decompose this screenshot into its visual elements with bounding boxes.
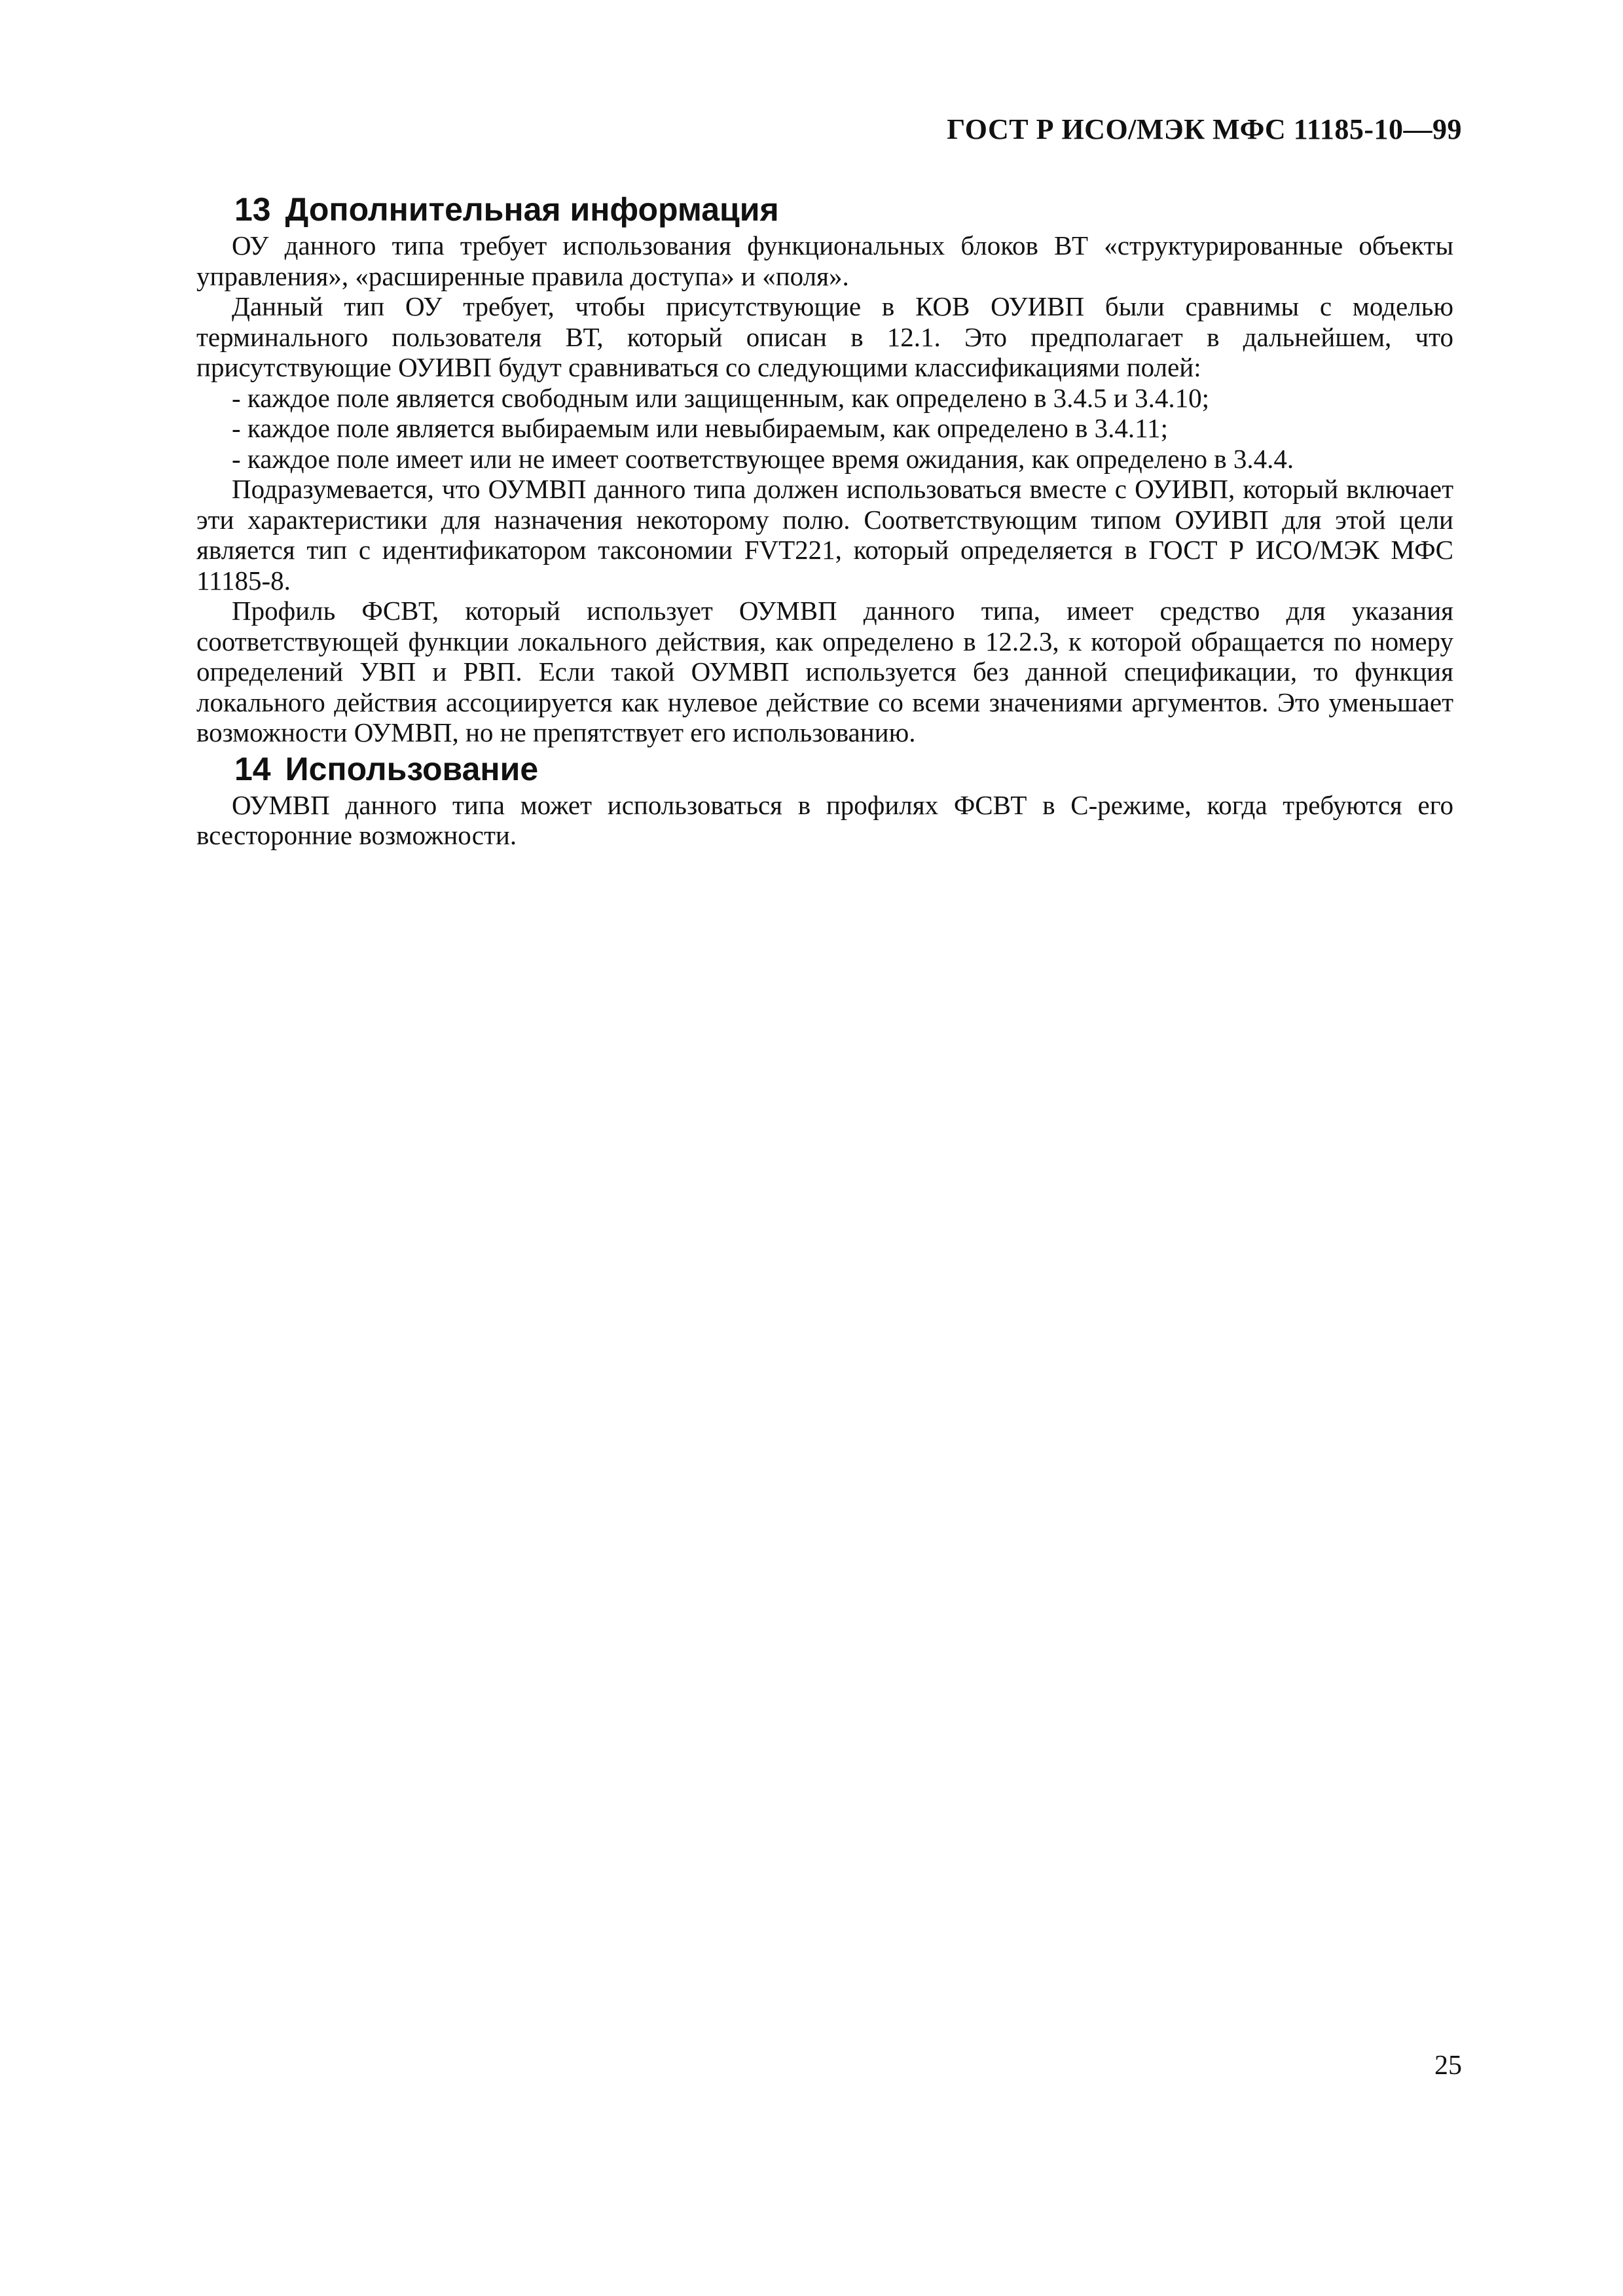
section-13-title: Дополнительная информация — [285, 191, 779, 228]
section-13-number: 13 — [234, 191, 271, 228]
section-13-paragraph-1: ОУ данного типа требует использования функциональных блоков ВТ «структурированные объекты управления», «расширенные правила доступа» и «поля». — [196, 230, 1453, 291]
section-13-paragraph-4: Профиль ФСВТ, который использует ОУМВП данного типа, имеет средство для указания соответствующей функции локального действия, как определено в 12.2.3, к которой обращается по номеру определений УВП и РВП. Если такой ОУМВП используется без данной спецификации, то функция локального действия ассоциируется как нулевое действие со всеми значениями аргументов. Это уменьшает возможности ОУМВП, но не препятствует его использованию. — [196, 596, 1453, 747]
section-13-list-item-2: - каждое поле является выбираемым или невыбираемым, как определено в 3.4.11; — [232, 413, 1168, 443]
section-14-title: Использование — [285, 750, 539, 787]
section-13-paragraph-2: Данный тип ОУ требует, чтобы присутствующие в КОВ ОУИВП были сравнимы с моделью терминального пользователя ВТ, который описан в 12.1. Это предполагает в дальнейшем, что присутствующие ОУИВП будут сравниваться со следующими классификациями полей: — [196, 291, 1453, 382]
section-13-list-item-3: - каждое поле имеет или не имеет соответствующее время ожидания, как определено в 3.4.4. — [232, 443, 1294, 474]
section-14-number: 14 — [234, 750, 271, 787]
running-header-doc-code: ГОСТ Р ИСО/МЭК МФС 11185-10—99 — [947, 113, 1462, 145]
section-13-paragraph-3: Подразумевается, что ОУМВП данного типа должен использоваться вместе с ОУИВП, который включает эти характеристики для назначения некоторому полю. Соответствующим типом ОУИВП для этой цели является тип с идентификатором таксономии FVT221, который определяется в ГОСТ Р ИСО/МЭК МФС 11185-8. — [196, 474, 1453, 596]
section-13-list-item-1: - каждое поле является свободным или защищенным, как определено в 3.4.5 и 3.4.10; — [232, 382, 1210, 413]
section-14-heading — [196, 748, 1453, 790]
page-content — [196, 188, 1453, 851]
section-14-paragraph-1: ОУМВП данного типа может использоваться в профилях ФСВТ в С-режиме, когда требуются его всесторонние возможности. — [196, 789, 1453, 850]
section-13-heading — [196, 188, 1453, 230]
page-number: 25 — [1434, 2051, 1462, 2081]
